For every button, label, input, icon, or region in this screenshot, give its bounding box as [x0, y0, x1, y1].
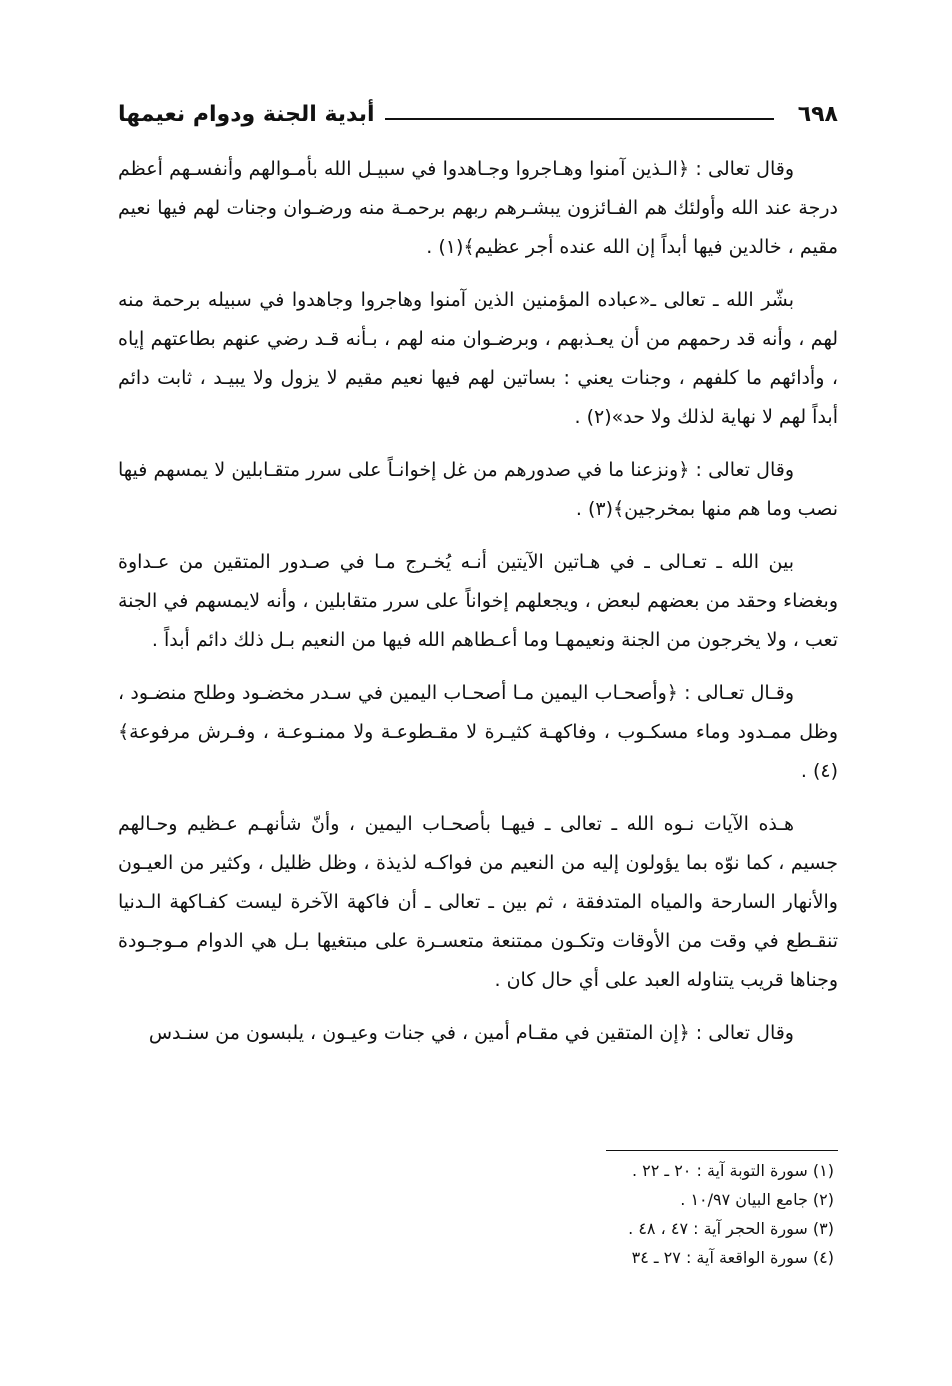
footnote-1: (١) سورة التوبة آية : ٢٠ ـ ٢٢ .	[631, 1161, 834, 1180]
footnote-3: (٣) سورة الحجر آية : ٤٧ ، ٤٨ .	[628, 1219, 834, 1238]
footnote-4: (٤) سورة الواقعة آية : ٢٧ ـ ٣٤	[631, 1248, 834, 1267]
page-header	[118, 94, 838, 134]
paragraph-7: وقال تعالى : ﴿إن المتقين في مقـام أمين ، في جنات وعيـون ، يلبسون من سنـدس	[148, 1022, 794, 1044]
footnotes	[118, 1156, 838, 1272]
paragraph-5: وقـال تعـالى : ﴿وأصحـاب اليمين مـا أصحـاب اليمين في سـدر مخضـود وطلح منضـود ، وظل ممـدود وماء مسكـوب ، وفاكهـة كثيـرة لا مقـطوعـة ولا ممنـوعـة ، وفـرش مرفوعة﴾(٤) .	[118, 682, 838, 782]
paragraph-4: بين الله ـ تعـالى ـ في هـاتين الآيتين أنـه يُخـرج مـا في صـدور المتقين من عـداوة وبغضاء وحقد من بعضهم لبعض ، ويجعلهم إخواناً على سرر متقابلين ، وأنه لايمسهم في الجنة تعب ، ولا يخرجون من الجنة ونعيمهـا وما أعـطاهم الله فيها من النعيم بـل ذلك دائم أبداً .	[118, 551, 838, 651]
header-rule	[385, 118, 774, 120]
running-title: أبدية الجنة ودوام نعيمها	[118, 101, 375, 127]
paragraph-1: وقال تعالى : ﴿الـذين آمنوا وهـاجروا وجـاهدوا في سبيـل الله بأمـوالهم وأنفسـهم أعظم درجة عند الله وأولئك هم الفـائزون يبشـرهم ربهم برحمـة منه ورضـوان وجنات لهم فيها نعيم مقيم ، خالدين فيها أبداً إن الله عنده أجر عظيم﴾(١) .	[118, 158, 838, 258]
paragraph-3: وقال تعالى : ﴿ونزعنا ما في صدورهم من غل إخوانـاً على سرر متقـابلين لا يمسهم فيها نصب وما هم منها بمخرجين﴾(٣) .	[118, 459, 838, 520]
page-number: ٦٩٨	[797, 101, 838, 127]
paragraph-6: هـذه الآيات نـوه الله ـ تعالى ـ فيهـا بأصحـاب اليمين ، وأنّ شأنهـم عـظيم وحـالهم جسيم ، كما نوّه بما يؤولون إليه من النعيم من فواكـه لذيذة ، وظل ظليل ، وكثير من العيـون والأنهار السارحة والمياه المتدفقة ، ثم بين ـ تعالى ـ أن فاكهة الآخرة ليست كفـاكهة الـدنيا تنقـطع في وقت من الأوقات وتكـون ممتنعة متعسـرة على مبتغيها بـل هي الدوام مـوجـودة وجناها قريب يتناوله العبد على أي حال كان .	[118, 813, 838, 991]
footnote-2: (٢) جامع البيان ١٠/٩٧ .	[680, 1190, 834, 1209]
footnote-divider	[606, 1150, 838, 1151]
body-text	[118, 150, 838, 1067]
paragraph-2: بشّر الله ـ تعالى ـ«عباده المؤمنين الذين آمنوا وهاجروا وجاهدوا في سبيله برحمة منه لهم ، وأنه قد رحمهم من أن يعـذبهم ، وبرضـوان منه لهم ، بـأنه قـد رضي عنهم بطاعتهم إياه ، وأدائهم ما كلفهم ، وجنات يعني : بساتين لهم فيها نعيم مقيم لا يزول ولا يبيـد ، ثابت دائم أبداً لهم لا نهاية لذلك ولا حد»(٢) .	[118, 289, 838, 428]
